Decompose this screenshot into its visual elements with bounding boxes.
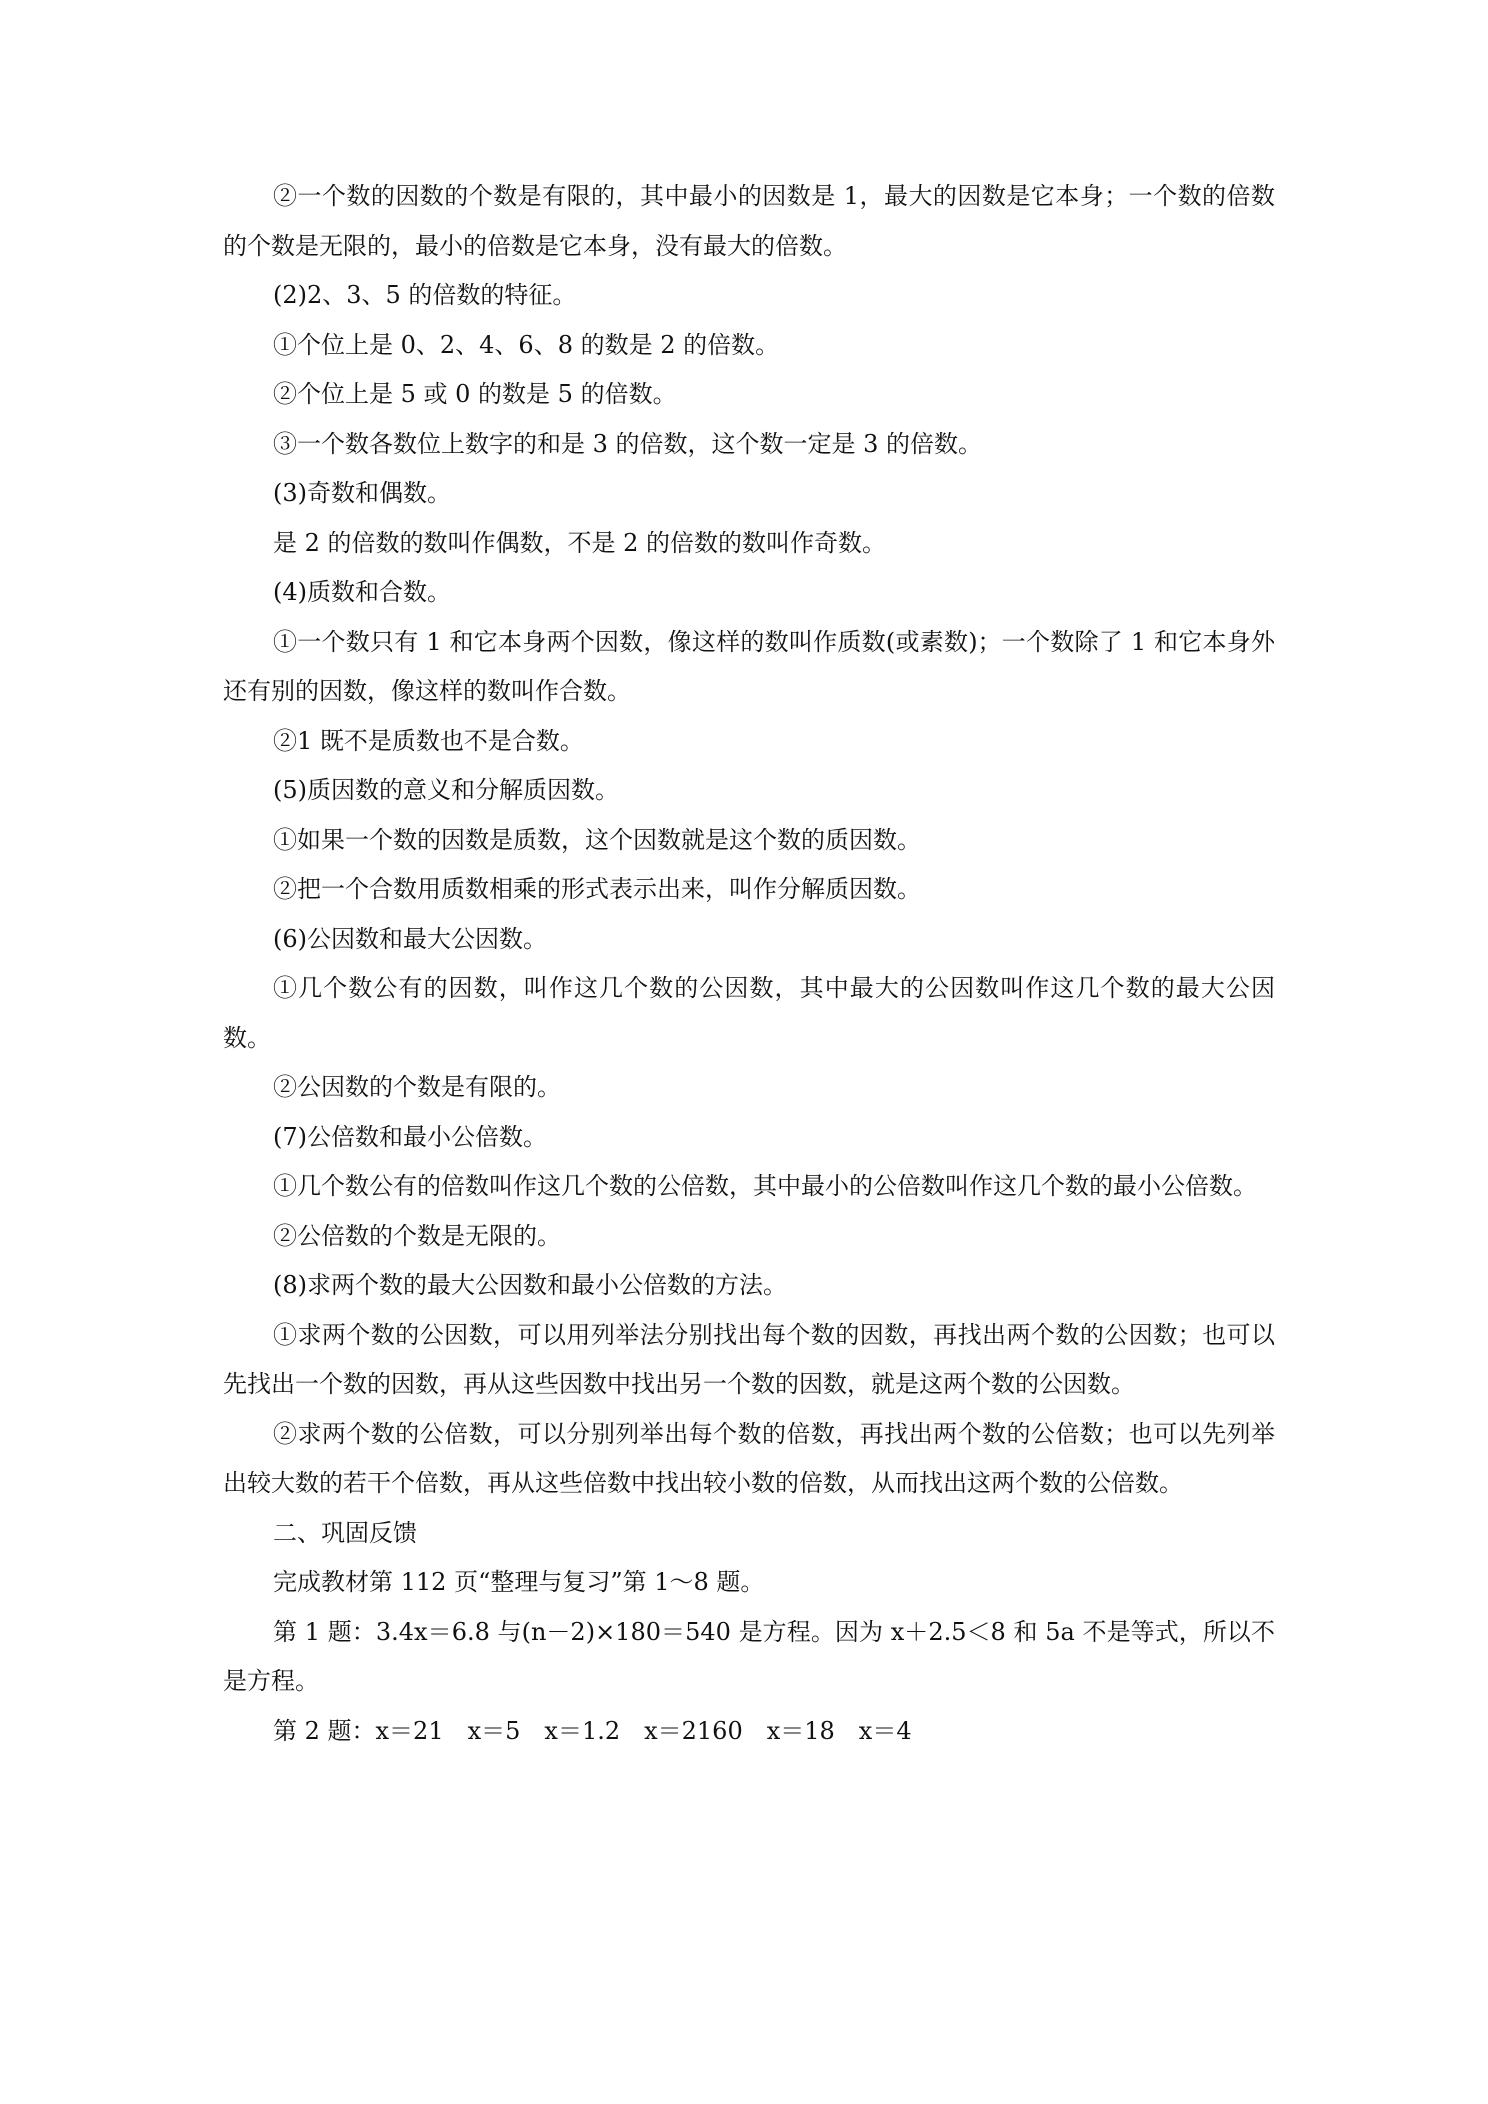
paragraph: ①几个数公有的因数，叫作这几个数的公因数，其中最大的公因数叫作这几个数的最大公因数。 bbox=[223, 974, 1275, 1052]
section-heading: 二、巩固反馈 bbox=[273, 1518, 417, 1547]
paragraph: (3)奇数和偶数。 bbox=[273, 479, 451, 507]
paragraph: ②1 既不是质数也不是合数。 bbox=[273, 726, 584, 755]
paragraph: ①几个数公有的倍数叫作这几个数的公倍数，其中最小的公倍数叫作这几个数的最小公倍数。 bbox=[273, 1172, 1257, 1200]
paragraph: (8)求两个数的最大公因数和最小公倍数的方法。 bbox=[273, 1271, 787, 1299]
paragraph: ①个位上是 0、2、4、6、8 的数是 2 的倍数。 bbox=[273, 330, 780, 359]
paragraph: ②公倍数的个数是无限的。 bbox=[273, 1221, 561, 1250]
paragraph: 第 2 题：x＝21 x＝5 x＝1.2 x＝2160 x＝18 x＝4 bbox=[273, 1716, 912, 1745]
paragraph: 第 1 题：3.4x＝6.8 与(n－2)×180＝540 是方程。因为 x＋2.5＜8 和 5a 不是等式，所以不是方程。 bbox=[223, 1617, 1275, 1695]
paragraph: ①如果一个数的因数是质数，这个因数就是这个数的质因数。 bbox=[273, 825, 921, 854]
paragraph: ②一个数的因数的个数是有限的，其中最小的因数是 1，最大的因数是它本身；一个数的倍数的个数是无限的，最小的倍数是它本身，没有最大的倍数。 bbox=[223, 182, 1275, 260]
paragraph: (4)质数和合数。 bbox=[273, 578, 451, 606]
paragraph: ①求两个数的公因数，可以用列举法分别找出每个数的因数，再找出两个数的公因数；也可以先找出一个数的因数，再从这些因数中找出另一个数的因数，就是这两个数的公因数。 bbox=[223, 1320, 1275, 1398]
paragraph: ③一个数各数位上数字的和是 3 的倍数，这个数一定是 3 的倍数。 bbox=[273, 429, 983, 458]
paragraph: ②求两个数的公倍数，可以分别列举出每个数的倍数，再找出两个数的公倍数；也可以先列举出较大数的若干个倍数，再从这些倍数中找出较小数的倍数，从而找出这两个数的公倍数。 bbox=[223, 1419, 1275, 1497]
paragraph: 是 2 的倍数的数叫作偶数，不是 2 的倍数的数叫作奇数。 bbox=[273, 528, 887, 557]
paragraph: (2)2、3、5 的倍数的特征。 bbox=[273, 281, 577, 309]
paragraph: (5)质因数的意义和分解质因数。 bbox=[273, 776, 619, 804]
paragraph: (6)公因数和最大公因数。 bbox=[273, 924, 547, 953]
paragraph: ①一个数只有 1 和它本身两个因数，像这样的数叫作质数(或素数)；一个数除了 1 和它本身外还有别的因数，像这样的数叫作合数。 bbox=[223, 627, 1275, 705]
paragraph: 完成教材第 112 页“整理与复习”第 1～8 题。 bbox=[273, 1568, 765, 1596]
paragraph: ②个位上是 5 或 0 的数是 5 的倍数。 bbox=[273, 380, 677, 408]
paragraph: ②把一个合数用质数相乘的形式表示出来，叫作分解质因数。 bbox=[273, 875, 921, 903]
paragraph: ②公因数的个数是有限的。 bbox=[273, 1073, 561, 1101]
paragraph: (7)公倍数和最小公倍数。 bbox=[273, 1122, 547, 1151]
document-page bbox=[223, 172, 1275, 1756]
